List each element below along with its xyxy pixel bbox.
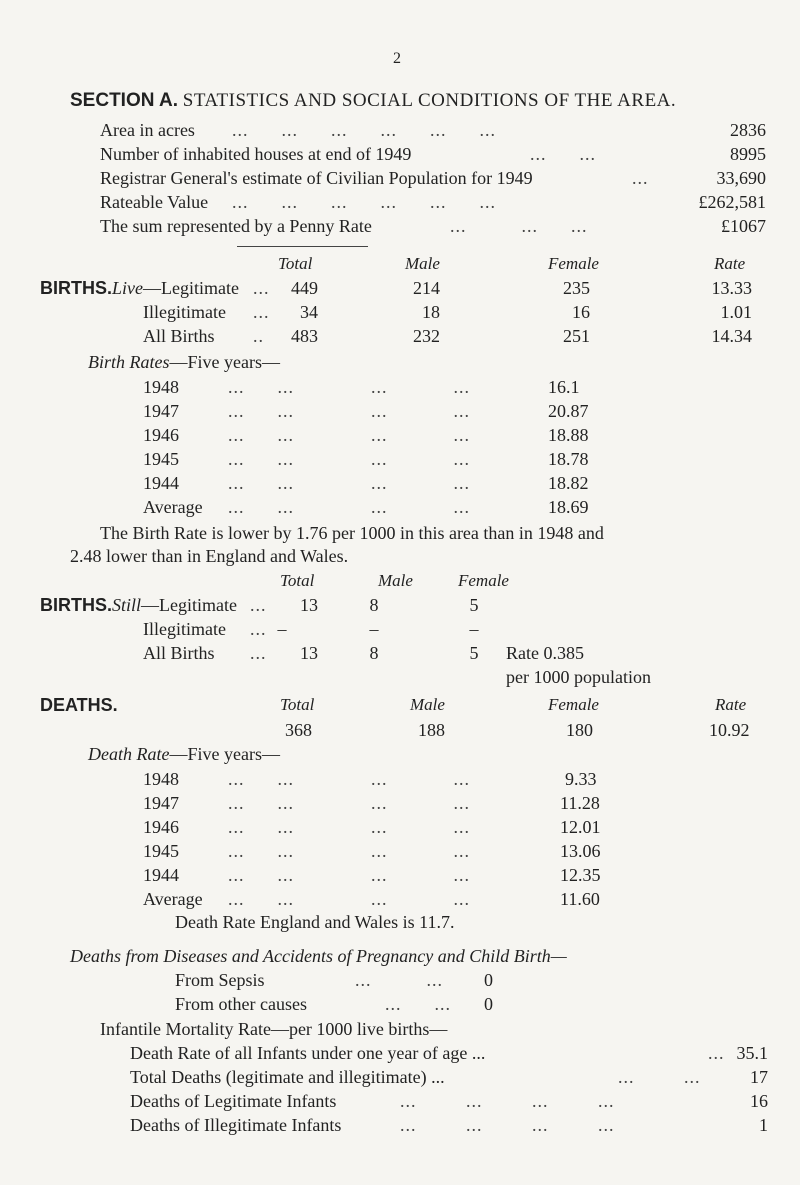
col-header-rate: Rate <box>715 695 747 714</box>
summary-value: 8995 <box>730 144 766 164</box>
birth-rates-heading <box>88 352 280 373</box>
cell-male: 8 <box>369 595 379 615</box>
row-value: 0 <box>484 970 493 990</box>
cell-rate: 14.34 <box>711 326 752 346</box>
rate-year: Average <box>143 497 203 517</box>
leader-dots: ... <box>253 278 270 298</box>
col-header-male: Male <box>410 695 445 714</box>
section-heading: SECTION A. <box>70 90 179 111</box>
deaths-female: 180 <box>566 720 593 740</box>
rate-year: 1945 <box>143 449 179 469</box>
rate-value: 12.35 <box>560 865 601 885</box>
leader-dots: .. <box>253 326 264 346</box>
leader-dots: ... ... ... ... <box>228 793 470 813</box>
still-label: Still <box>112 595 142 615</box>
cell-total: – <box>277 619 287 639</box>
death-rates-heading <box>88 744 280 765</box>
rate-value: 18.88 <box>548 425 589 445</box>
rate-year: 1946 <box>143 425 179 445</box>
row-label: Death Rate of all Infants under one year of age ... <box>130 1043 486 1063</box>
col-header-total: Total <box>278 254 313 273</box>
rate-value: 13.06 <box>560 841 601 861</box>
cell-male: – <box>369 619 379 639</box>
cell-female: 235 <box>563 278 590 298</box>
cell-total: 13 <box>300 643 318 663</box>
row-value: 35.1 <box>736 1043 768 1063</box>
section-title: STATISTICS AND SOCIAL CONDITIONS OF THE AREA. <box>182 90 677 111</box>
birth-note-line2: 2.48 lower than in England and Wales. <box>70 546 349 566</box>
rate-value: 18.78 <box>548 449 589 469</box>
deaths-total: 368 <box>285 720 312 740</box>
cell-total: 34 <box>300 302 318 322</box>
leader-dots: ... <box>250 619 267 639</box>
death-rate-label: Death Rate <box>88 744 170 764</box>
rate-year: 1948 <box>143 769 179 789</box>
cell-male: 214 <box>413 278 440 298</box>
rate-value: 12.01 <box>560 817 601 837</box>
cell-female: 5 <box>469 643 479 663</box>
page-number: 2 <box>393 50 401 67</box>
rate-value: 18.82 <box>548 473 589 493</box>
col-header-female: Female <box>458 571 509 590</box>
cell-total: 449 <box>291 278 318 298</box>
leader-dots: ... ... ... ... <box>228 449 470 469</box>
cell-total: 483 <box>291 326 318 346</box>
row-label: Deaths of Legitimate Infants <box>130 1091 337 1111</box>
death-rate-note: Death Rate England and Wales is 11.7. <box>175 912 455 932</box>
col-header-female: Female <box>548 254 599 273</box>
leader-dots: ... <box>708 1043 725 1063</box>
deaths-rate: 10.92 <box>709 720 750 740</box>
still-births-heading <box>40 595 237 616</box>
col-header-male: Male <box>378 571 413 590</box>
rate-value: 11.28 <box>560 793 600 813</box>
birth-note-line1: The Birth Rate is lower by 1.76 per 1000 in this area than in 1948 and <box>100 523 604 543</box>
row-value: 0 <box>484 994 493 1014</box>
births-heading: BIRTHS. <box>40 278 112 298</box>
col-header-male: Male <box>405 254 440 273</box>
leader-dots: ... ... <box>530 144 596 164</box>
leader-dots: ... ... ... ... <box>228 841 470 861</box>
leader-dots: ... ... ... <box>450 216 588 236</box>
row-label: Illegitimate <box>143 619 226 639</box>
five-years-label: —Five years— <box>169 352 280 372</box>
summary-value: £1067 <box>721 216 766 236</box>
col-header-total: Total <box>280 571 315 590</box>
summary-label: Registrar General's estimate of Civilian Population for 1949 <box>100 168 533 188</box>
col-header-total: Total <box>280 695 315 714</box>
summary-value: £262,581 <box>698 192 766 212</box>
summary-label: Number of inhabited houses at end of 1949 <box>100 144 412 164</box>
cell-female: 16 <box>572 302 590 322</box>
rate-value: 16.1 <box>548 377 580 397</box>
still-rate: Rate 0.385 <box>506 643 584 663</box>
row-value: 16 <box>750 1091 768 1111</box>
row-label: Total Deaths (legitimate and illegitimate) ... <box>130 1067 445 1087</box>
cell-female: – <box>469 619 479 639</box>
section-heading-line <box>70 90 676 112</box>
five-years-label: —Five years— <box>169 744 280 764</box>
cell-male: 232 <box>413 326 440 346</box>
rate-year: 1946 <box>143 817 179 837</box>
legitimate-label: —Legitimate <box>143 278 239 298</box>
leader-dots: ... ... ... ... <box>228 377 470 397</box>
col-header-rate: Rate <box>714 254 746 273</box>
row-label: Deaths of Illegitimate Infants <box>130 1115 342 1135</box>
cell-total: 13 <box>300 595 318 615</box>
cell-male: 8 <box>369 643 379 663</box>
leader-dots: ... ... ... ... <box>228 473 470 493</box>
summary-label: Rateable Value <box>100 192 209 212</box>
rate-year: 1944 <box>143 865 179 885</box>
leader-dots: ... ... ... ... <box>228 497 470 517</box>
leader-dots: ... ... ... ... ... ... <box>232 192 496 212</box>
leader-dots: ... ... ... ... <box>400 1091 615 1111</box>
leader-dots: ... ... ... ... <box>228 401 470 421</box>
row-label: All Births <box>143 326 215 346</box>
row-label: From other causes <box>175 994 307 1014</box>
deaths-male: 188 <box>418 720 445 740</box>
deaths-heading: DEATHS. <box>40 695 118 715</box>
row-value: 17 <box>750 1067 768 1087</box>
row-label: Illegitimate <box>143 302 226 322</box>
rate-value: 11.60 <box>560 889 600 909</box>
still-rate-note: per 1000 population <box>506 667 651 687</box>
col-header-female: Female <box>548 695 599 714</box>
cell-rate: 13.33 <box>711 278 752 298</box>
birth-rates-label: Birth Rates <box>88 352 170 372</box>
rate-year: 1948 <box>143 377 179 397</box>
cell-female: 251 <box>563 326 590 346</box>
infant-heading: Infantile Mortality Rate—per 1000 live births— <box>100 1019 448 1039</box>
row-label: All Births <box>143 643 215 663</box>
leader-dots: ... ... ... ... <box>228 889 470 909</box>
summary-value: 2836 <box>730 120 766 140</box>
leader-dots: ... ... ... ... <box>228 865 470 885</box>
leader-dots: ... <box>253 302 270 322</box>
summary-label: Area in acres <box>100 120 195 140</box>
leader-dots: ... ... ... ... <box>228 769 470 789</box>
row-label: From Sepsis <box>175 970 265 990</box>
live-births-heading <box>40 278 239 299</box>
rate-year: 1947 <box>143 401 179 421</box>
leader-dots: ... ... ... ... <box>228 817 470 837</box>
leader-dots: ... <box>632 168 649 188</box>
cell-male: 18 <box>422 302 440 322</box>
cell-female: 5 <box>469 595 479 615</box>
leader-dots: ... ... <box>355 970 443 990</box>
leader-dots: ... ... ... ... <box>400 1115 615 1135</box>
rate-value: 18.69 <box>548 497 589 517</box>
leader-dots: ... ... ... ... <box>228 425 470 445</box>
legitimate-label: —Legitimate <box>141 595 237 615</box>
leader-dots: ... ... <box>618 1067 701 1087</box>
rate-year: 1947 <box>143 793 179 813</box>
leader-dots: ... <box>250 643 267 663</box>
live-label: Live <box>112 278 143 298</box>
rate-value: 20.87 <box>548 401 589 421</box>
leader-dots: ... ... <box>385 994 451 1014</box>
rate-year: 1945 <box>143 841 179 861</box>
summary-value: 33,690 <box>716 168 766 188</box>
leader-dots: ... ... ... ... ... ... <box>232 120 496 140</box>
births-heading: BIRTHS. <box>40 595 112 615</box>
leader-dots: ... <box>250 595 267 615</box>
cell-rate: 1.01 <box>720 302 752 322</box>
summary-label: The sum represented by a Penny Rate <box>100 216 372 236</box>
rate-value: 9.33 <box>565 769 597 789</box>
divider-rule <box>237 246 368 247</box>
row-value: 1 <box>759 1115 768 1135</box>
rate-year: Average <box>143 889 203 909</box>
rate-year: 1944 <box>143 473 179 493</box>
maternal-heading: Deaths from Diseases and Accidents of Pregnancy and Child Birth— <box>70 946 567 966</box>
